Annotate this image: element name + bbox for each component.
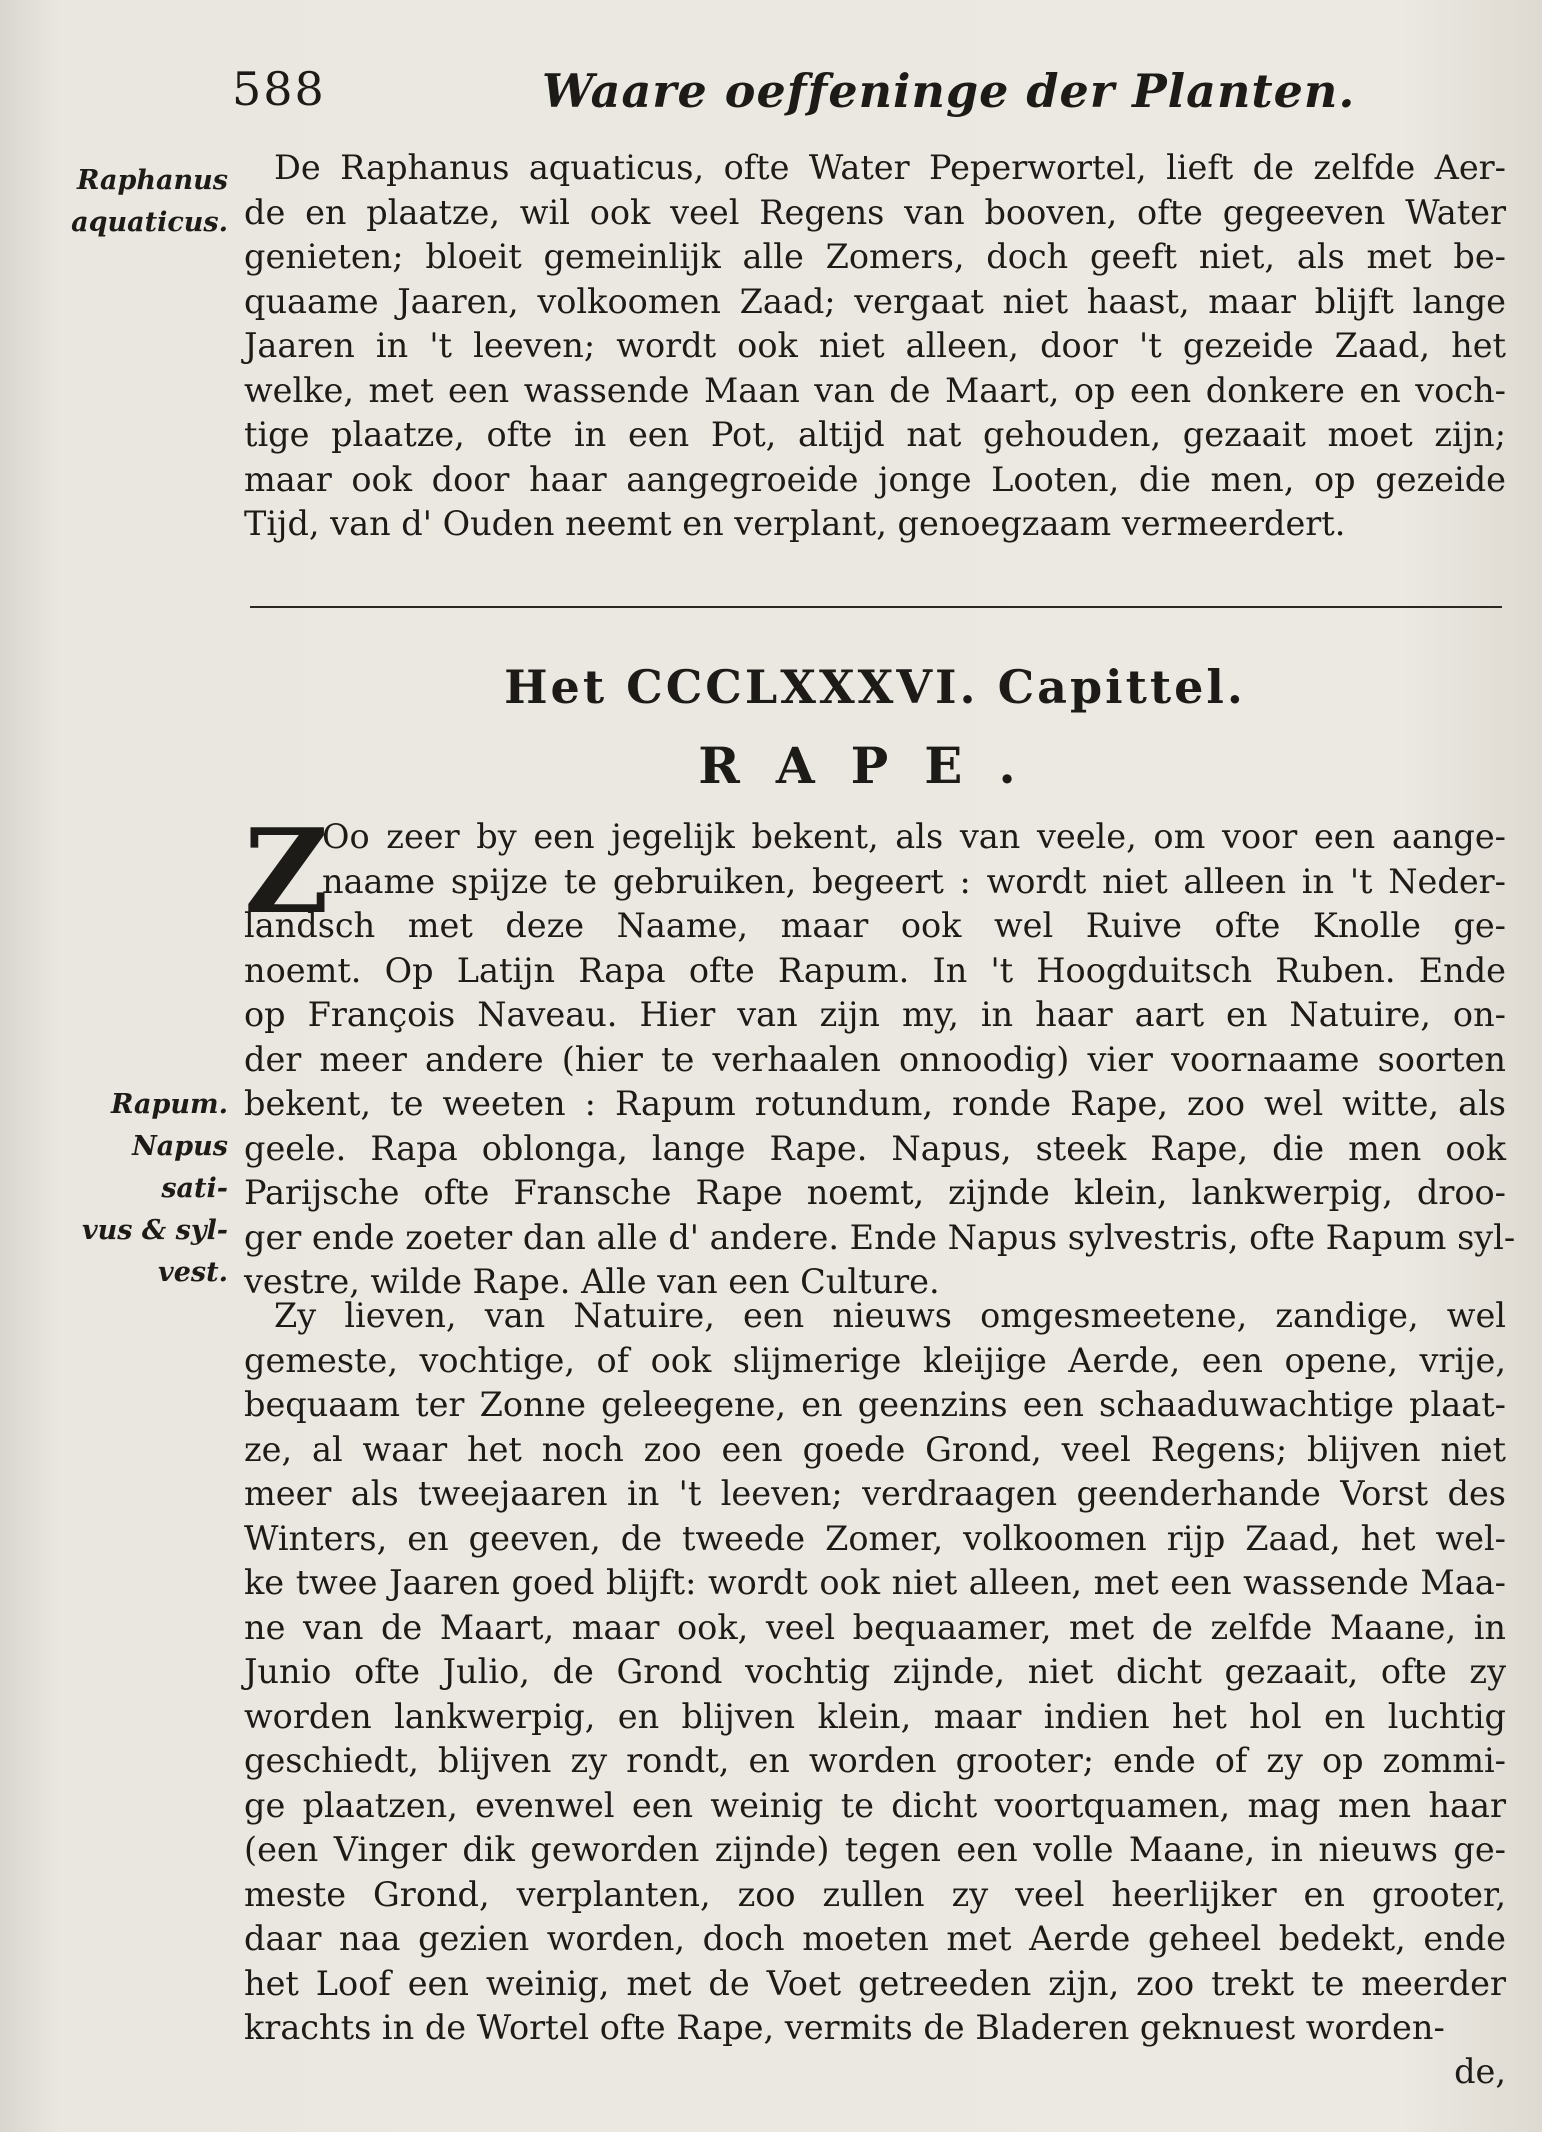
text-line: naame spijze te gebruiken, begeert : wordt niet alleen in 't Neder- [322, 861, 1506, 901]
page-header [232, 62, 1512, 132]
paragraph-rape-culture [244, 1294, 1506, 2051]
chapter-title: RAPE. [698, 736, 1052, 795]
text-line: Tijd, van d' Ouden neemt en verplant, genoegzaam vermeerdert. [244, 504, 1346, 543]
text-line: noemt. Op Latijn Rapa ofte Rapum. In 't Hoogduitsch Ruben. Ende [244, 950, 1506, 990]
margin-note-rapum: Rapum. Napus sati- vus & syl- vest. [81, 1089, 228, 1288]
text-line: Parijsche ofte Fransche Rape noemt, zijnde klein, lankwerpig, droo- [244, 1173, 1506, 1212]
text-line: De Raphanus aquaticus, ofte Water Peperwortel, lieft de zelfde Aer- [274, 148, 1506, 187]
paragraph-rape-intro [244, 804, 1516, 1305]
text-line: gemeste, vochtige, of ook slijmerige kleijige Aerde, een opene, vrije, [244, 1340, 1506, 1380]
text-line: bequaam ter Zonne geleegene, en geenzins een schaaduwachtige plaat- [244, 1385, 1506, 1424]
text-line: geschiedt, blijven zy rondt, en worden grooter; ende of zy op zommi- [244, 1741, 1506, 1780]
text-line: de en plaatze, wil ook veel Regens van booven, ofte gegeeven Water [244, 192, 1506, 232]
margin-note-raphanus: Raphanus aquaticus. [71, 165, 228, 238]
text-line: daar naa gezien worden, doch moeten met Aerde geheel bedekt, ende [244, 1919, 1506, 1958]
text-line: Oo zeer by een jegelijk bekent, als van veele, om voor een aange- [322, 817, 1506, 856]
text-line: genieten; bloeit gemeinlijk alle Zomers, doch geeft niet, als met be- [244, 237, 1506, 276]
text-line: het Loof een weinig, met de Voet getreeden zijn, zoo trekt te meerder [244, 1963, 1506, 2003]
text-line: Winters, en geeven, de tweede Zomer, volkoomen rijp Zaad, het wel- [244, 1518, 1506, 1558]
text-line: tige plaatze, ofte in een Pot, altijd nat gehouden, gezaait moet zijn; [244, 415, 1506, 454]
text-line: worden lankwerpig, en blijven klein, maar indien het hol en luchtig [244, 1696, 1506, 1736]
text-line: bekent, te weeten : Rapum rotundum, ronde Rape, zoo wel witte, als [244, 1084, 1506, 1123]
text-line: welke, met een wassende Maan van de Maart, op een donkere en voch- [244, 370, 1506, 410]
text-line: landsch met deze Naame, maar ook wel Ruive ofte Knolle ge- [244, 906, 1506, 945]
text-line: meste Grond, verplanten, zoo zullen zy veel heerlijker en grooter, [244, 1874, 1506, 1914]
section-divider [250, 606, 1502, 608]
text-line: (een Vinger dik geworden zijnde) tegen een volle Maane, in nieuws ge- [244, 1830, 1506, 1869]
text-line: Zy lieven, van Natuire, een nieuws omgesmeetene, zandige, wel [274, 1296, 1506, 1335]
text-line: meer als tweejaaren in 't leeven; verdraagen geenderhande Vorst des [244, 1474, 1506, 1513]
drop-capital: Z [244, 804, 329, 940]
text-line: geele. Rapa oblonga, lange Rape. Napus, steek Rape, die men ook [244, 1128, 1506, 1168]
text-line: Junio ofte Julio, de Grond vochtig zijnde, niet dicht gezaait, ofte zy [244, 1652, 1506, 1691]
text-line: maar ook door haar aangegroeide jonge Looten, die men, op gezeide [244, 459, 1506, 499]
catchword: de, [1454, 2052, 1506, 2091]
text-line: ge plaatzen, evenwel een weinig te dicht voortquamen, mag men haar [244, 1785, 1506, 1825]
chapter-heading: Het CCCLXXXVI. Capittel. [504, 660, 1246, 714]
text-line: ke twee Jaaren goed blijft: wordt ook niet alleen, met een wassende Maa- [244, 1563, 1506, 1602]
text-line: quaame Jaaren, volkoomen Zaad; vergaat niet haast, maar blijft lange [244, 281, 1506, 321]
text-line: op François Naveau. Hier van zijn my, in haar aart en Natuire, on- [244, 995, 1506, 1034]
text-line: ne van de Maart, maar ook, veel bequaamer, met de zelfde Maane, in [244, 1607, 1506, 1647]
text-line: vestre, wilde Rape. Alle van een Culture. [244, 1262, 940, 1301]
text-line: Jaaren in 't leeven; wordt ook niet alleen, door 't gezeide Zaad, het [244, 326, 1506, 365]
text-line: ger ende zoeter dan alle d' andere. Ende Napus sylvestris, ofte Rapum syl- [244, 1217, 1516, 1257]
text-line: krachts in de Wortel ofte Rape, vermits de Bladeren geknuest worden- [244, 2008, 1445, 2047]
text-line: ze, al waar het noch zoo een goede Grond, veel Regens; blijven niet [244, 1429, 1506, 1469]
running-title: Waare oeffeninge der Planten. [542, 64, 1356, 118]
paragraph-raphanus [244, 146, 1506, 547]
text-line: der meer andere (hier te verhaalen onnoodig) vier voornaame soorten [244, 1039, 1506, 1079]
page-number: 588 [232, 62, 326, 116]
